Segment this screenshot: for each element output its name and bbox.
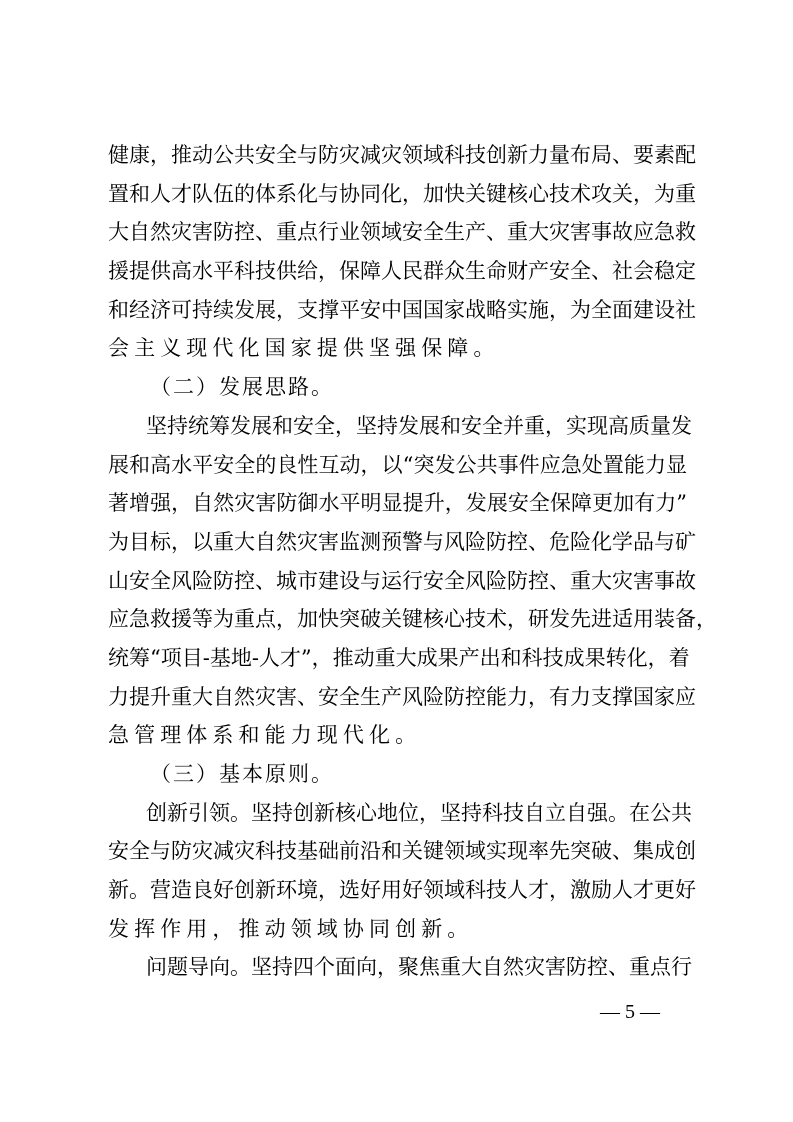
text-line: 急管理体系和能力现代化。	[108, 723, 422, 748]
page-number: — 5 —	[600, 1001, 660, 1023]
text-line: 展和高水平安全的良性互动，以“突发公共事件应急处置能力显	[108, 452, 687, 477]
section-heading	[108, 755, 687, 794]
text-line: 力提升重大自然灾害、安全生产风险防控能力，有力支撑国家应	[108, 684, 696, 709]
section-heading	[108, 368, 687, 407]
text-line: 新。营造良好创新环境，选好用好领域科技人才，激励人才更好	[108, 878, 696, 903]
document-body	[108, 136, 717, 987]
text-line: 山安全风险防控、城市建设与运行安全风险防控、重大灾害事故	[108, 568, 696, 593]
heading-text: （三）基本原则。	[150, 762, 334, 786]
text-line: 健康，推动公共安全与防灾减灾领域科技创新力量布局、要素配	[108, 143, 696, 167]
text-line: 会主义现代化国家提供坚强保障。	[108, 336, 500, 361]
paragraph	[108, 948, 692, 987]
text-line: 为目标，以重大自然灾害监测预警与风险防控、危险化学品与矿	[108, 529, 696, 554]
text-line: 应急救援等为重点，加快突破关键核心技术，研发先进适用装备，	[108, 607, 717, 632]
text-line: 坚持统筹发展和安全，坚持发展和安全并重，实现高质量发	[146, 413, 692, 438]
paragraph	[108, 794, 696, 949]
text-line: 创新引领。坚持创新核心地位，坚持科技自立自强。在公共	[146, 800, 692, 825]
text-line: 统筹“项目-基地-人才”，推动重大成果产出和科技成果转化，着	[108, 645, 690, 670]
text-line: 问题导向。坚持四个面向，聚焦重大自然灾害防控、重点行	[146, 955, 692, 980]
text-line: 著增强，自然灾害防御水平明显提升，发展安全保障更加有力”	[108, 491, 687, 516]
paragraph	[108, 407, 717, 755]
heading-text: （二）发展思路。	[150, 375, 334, 400]
text-line: 和经济可持续发展，支撑平安中国国家战略实施，为全面建设社	[108, 297, 696, 322]
text-line: 安全与防灾减灾科技基础前沿和关键领域实现率先突破、集成创	[108, 839, 696, 864]
text-line: 发挥作用，推动领域协同创新。	[108, 916, 474, 941]
text-line: 援提供高水平科技供给，保障人民群众生命财产安全、社会稳定	[108, 259, 696, 284]
text-line: 大自然灾害防控、重点行业领域安全生产、重大灾害事故应急救	[108, 220, 696, 245]
text-line: 置和人才队伍的体系化与协同化，加快关键核心技术攻关，为重	[108, 181, 696, 206]
paragraph	[108, 136, 696, 368]
